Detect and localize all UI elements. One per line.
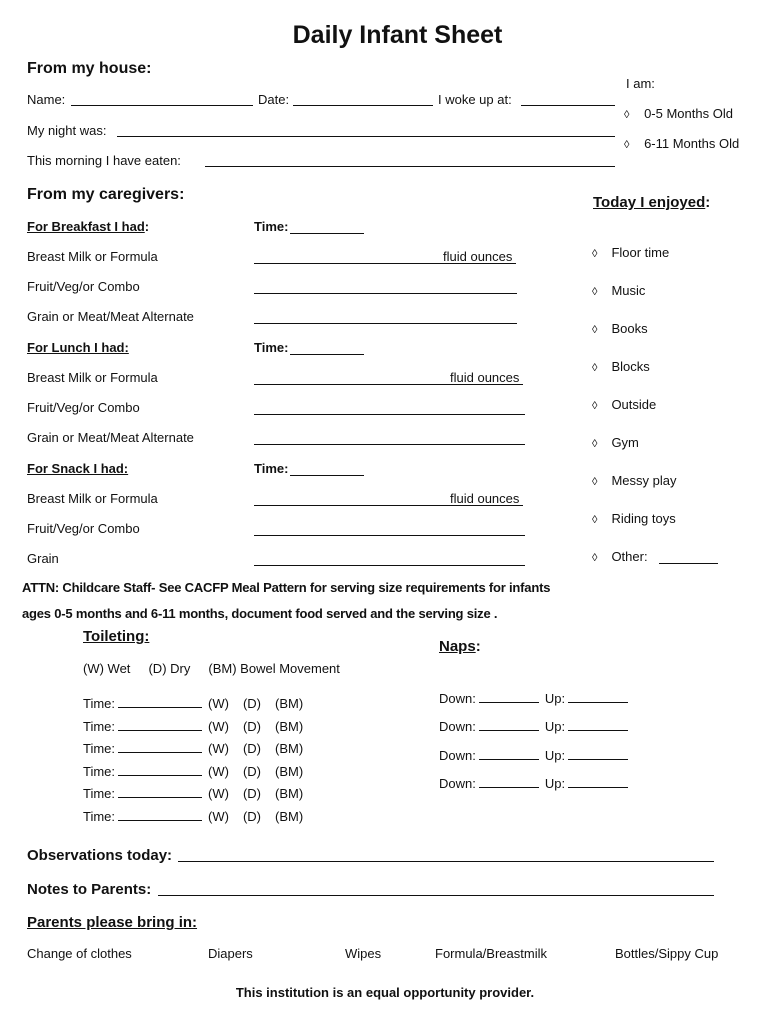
ate-label: This morning I have eaten: <box>27 153 181 168</box>
enjoyed-label: Gym <box>611 435 639 450</box>
toileting-dry-option[interactable]: (D) <box>242 786 262 802</box>
night-label: My night was: <box>27 123 107 138</box>
naps-heading-text: Naps <box>439 638 476 655</box>
observations-label: Observations today: <box>27 847 173 864</box>
breakfast-heading <box>27 219 149 235</box>
lunch-fruit-field[interactable] <box>254 414 525 415</box>
snack-item-milk: Breast Milk or Formula <box>27 491 158 506</box>
enjoyed-heading <box>593 193 710 213</box>
toileting-time-field[interactable] <box>118 763 202 776</box>
toileting-row <box>83 695 303 712</box>
diamond-icon: ◊ <box>592 362 598 374</box>
toileting-bm-option[interactable]: (BM) <box>275 763 304 779</box>
nap-up-field[interactable] <box>568 747 628 760</box>
enjoyed-item-blocks[interactable] <box>592 359 650 376</box>
nap-up-label: Up: <box>544 775 566 791</box>
breakfast-time-field[interactable] <box>290 233 364 234</box>
toileting-time-label: Time: <box>83 741 116 757</box>
breakfast-time-label: Time: <box>254 219 289 234</box>
caregivers-heading: From my caregivers: <box>27 186 185 203</box>
bring-item-diapers[interactable]: Diapers <box>208 946 253 961</box>
toileting-bm-option[interactable]: (BM) <box>275 718 304 734</box>
nap-down-label: Down: <box>439 775 476 791</box>
diamond-icon: ◊ <box>592 248 598 260</box>
nap-up-label: Up: <box>544 691 566 706</box>
toileting-time-field[interactable] <box>118 808 202 821</box>
toileting-bm-option[interactable]: (BM) <box>275 741 304 757</box>
age-option-6-11[interactable] <box>624 136 739 153</box>
toileting-dry-option[interactable]: (D) <box>242 763 262 779</box>
nap-down-field[interactable] <box>479 747 539 760</box>
toileting-time-label: Time: <box>83 763 116 779</box>
toileting-row <box>83 740 303 757</box>
nap-down-field[interactable] <box>479 690 539 703</box>
toileting-dry-option[interactable]: (D) <box>242 718 262 734</box>
toileting-bm-option[interactable]: (BM) <box>275 786 304 802</box>
age-option-label: 6-11 Months Old <box>644 136 740 151</box>
toileting-wet-option[interactable]: (W) <box>208 696 229 711</box>
notes-field[interactable] <box>158 895 714 896</box>
enjoyed-other-field[interactable] <box>659 563 718 564</box>
lunch-time-label: Time: <box>254 340 289 355</box>
lunch-unit: fluid ounces <box>450 370 520 385</box>
toileting-time-label: Time: <box>83 696 116 711</box>
snack-grain-field[interactable] <box>254 565 525 566</box>
enjoyed-item-books[interactable] <box>592 321 648 338</box>
nap-down-label: Down: <box>439 747 476 763</box>
enjoyed-label: Books <box>611 321 648 336</box>
toileting-dry-option[interactable]: (D) <box>242 696 262 711</box>
lunch-time-field[interactable] <box>290 354 364 355</box>
snack-heading: For Snack I had: <box>27 461 129 476</box>
breakfast-fruit-field[interactable] <box>254 293 517 294</box>
naps-heading <box>439 639 481 655</box>
toileting-wet-option[interactable]: (W) <box>208 741 229 757</box>
toileting-legend: (W) Wet (D) Dry (BM) Bowel Movement <box>83 661 340 676</box>
breakfast-item-grain: Grain or Meat/Meat Alternate <box>27 309 194 324</box>
name-label: Name: <box>27 92 66 107</box>
snack-unit: fluid ounces <box>450 491 520 506</box>
enjoyed-label: Messy play <box>611 473 677 488</box>
enjoyed-item-music[interactable] <box>592 283 645 300</box>
observations-field[interactable] <box>178 861 714 862</box>
enjoyed-label: Floor time <box>611 245 670 260</box>
lunch-heading: For Lunch I had: <box>27 340 129 355</box>
diamond-icon: ◊ <box>592 400 598 412</box>
snack-fruit-field[interactable] <box>254 535 525 536</box>
toileting-dry-option[interactable]: (D) <box>242 809 262 824</box>
breakfast-heading-text: For Breakfast I had <box>27 219 145 234</box>
nap-row <box>439 747 628 764</box>
diamond-icon: ◊ <box>592 552 598 564</box>
breakfast-item-milk: Breast Milk or Formula <box>27 249 158 264</box>
lunch-grain-field[interactable] <box>254 444 525 445</box>
age-label: I am: <box>626 76 655 91</box>
night-field[interactable] <box>117 136 615 137</box>
nap-row <box>439 690 628 707</box>
bring-heading: Parents please bring in: <box>27 914 198 931</box>
bring-item-wipes[interactable]: Wipes <box>345 946 382 961</box>
toileting-row <box>83 785 303 802</box>
toileting-time-field[interactable] <box>118 718 202 731</box>
bring-item-clothes[interactable]: Change of clothes <box>27 946 132 961</box>
nap-up-label: Up: <box>544 719 566 735</box>
bring-item-formula[interactable]: Formula/Breastmilk <box>435 946 547 961</box>
nap-up-field[interactable] <box>568 718 628 731</box>
breakfast-grain-field[interactable] <box>254 323 517 324</box>
footer-statement: This institution is an equal opportunity provider. <box>235 985 535 1000</box>
enjoyed-item-riding-toys[interactable] <box>592 511 676 528</box>
nap-row <box>439 718 628 735</box>
name-field[interactable] <box>71 105 253 106</box>
lunch-item-fruit: Fruit/Veg/or Combo <box>27 400 140 415</box>
diamond-icon: ◊ <box>624 139 630 151</box>
diamond-icon: ◊ <box>624 109 630 121</box>
naps-heading-colon: : <box>475 638 481 655</box>
toileting-wet-option[interactable]: (W) <box>208 809 229 824</box>
lunch-item-grain: Grain or Meat/Meat Alternate <box>27 430 194 445</box>
toileting-time-label: Time: <box>83 718 116 734</box>
enjoyed-label: Blocks <box>611 359 650 374</box>
toileting-dry-option[interactable]: (D) <box>242 741 262 757</box>
enjoyed-item-outside[interactable] <box>592 397 656 414</box>
notes-label: Notes to Parents: <box>27 881 152 898</box>
snack-item-grain: Grain <box>27 551 59 566</box>
breakfast-item-fruit: Fruit/Veg/or Combo <box>27 279 140 294</box>
nap-up-field[interactable] <box>568 775 628 788</box>
snack-item-fruit: Fruit/Veg/or Combo <box>27 521 140 536</box>
date-field[interactable] <box>293 105 433 106</box>
toileting-row <box>83 763 303 780</box>
bring-item-bottles[interactable]: Bottles/Sippy Cup <box>615 946 719 961</box>
age-option-label: 0-5 Months Old <box>644 106 733 121</box>
diamond-icon: ◊ <box>592 476 598 488</box>
attn-line-2: ages 0-5 months and 6-11 months, document food served and the serving size . <box>22 606 498 621</box>
toileting-bm-option[interactable]: (BM) <box>275 696 304 711</box>
diamond-icon: ◊ <box>592 324 598 336</box>
attn-line-1: ATTN: Childcare Staff- See CACFP Meal Pattern for serving size requirements for infants <box>22 580 551 595</box>
breakfast-unit: fluid ounces <box>443 249 513 264</box>
woke-field[interactable] <box>521 105 615 106</box>
diamond-icon: ◊ <box>592 514 598 526</box>
nap-down-label: Down: <box>439 691 476 706</box>
snack-time-field[interactable] <box>290 475 364 476</box>
enjoyed-label: Riding toys <box>611 511 676 526</box>
toileting-bm-option[interactable]: (BM) <box>275 809 304 824</box>
toileting-time-label: Time: <box>83 809 116 824</box>
woke-label: I woke up at: <box>438 92 512 107</box>
ate-field[interactable] <box>205 166 615 167</box>
nap-row <box>439 775 628 792</box>
toileting-row <box>83 718 303 735</box>
lunch-item-milk: Breast Milk or Formula <box>27 370 158 385</box>
toileting-time-label: Time: <box>83 786 116 802</box>
toileting-time-field[interactable] <box>118 785 202 798</box>
enjoyed-label: Other: <box>611 549 648 564</box>
diamond-icon: ◊ <box>592 438 598 450</box>
page-title: Daily Infant Sheet <box>292 21 503 49</box>
diamond-icon: ◊ <box>592 286 598 298</box>
toileting-time-field[interactable] <box>118 740 202 753</box>
toileting-wet-option[interactable]: (W) <box>208 763 229 779</box>
enjoyed-item-messy-play[interactable] <box>592 473 676 490</box>
enjoyed-heading-colon: : <box>705 194 711 211</box>
enjoyed-heading-text: Today I enjoyed <box>593 194 706 211</box>
nap-up-field[interactable] <box>568 690 628 703</box>
snack-time-label: Time: <box>254 461 289 476</box>
nap-down-label: Down: <box>439 719 476 735</box>
enjoyed-item-gym[interactable] <box>592 435 639 452</box>
enjoyed-item-floor-time[interactable] <box>592 245 669 262</box>
age-option-0-5[interactable] <box>624 106 733 123</box>
nap-down-field[interactable] <box>479 718 539 731</box>
nap-up-label: Up: <box>544 747 566 763</box>
enjoyed-item-other[interactable] <box>592 549 648 566</box>
breakfast-heading-colon: : <box>144 219 150 234</box>
date-label: Date: <box>258 92 290 107</box>
house-heading: From my house: <box>27 60 152 77</box>
toileting-row <box>83 808 303 825</box>
toileting-wet-option[interactable]: (W) <box>208 718 229 734</box>
toileting-heading: Toileting: <box>83 628 150 645</box>
nap-down-field[interactable] <box>479 775 539 788</box>
enjoyed-label: Music <box>611 283 646 298</box>
enjoyed-label: Outside <box>611 397 657 412</box>
toileting-wet-option[interactable]: (W) <box>208 786 229 802</box>
toileting-time-field[interactable] <box>118 695 202 708</box>
